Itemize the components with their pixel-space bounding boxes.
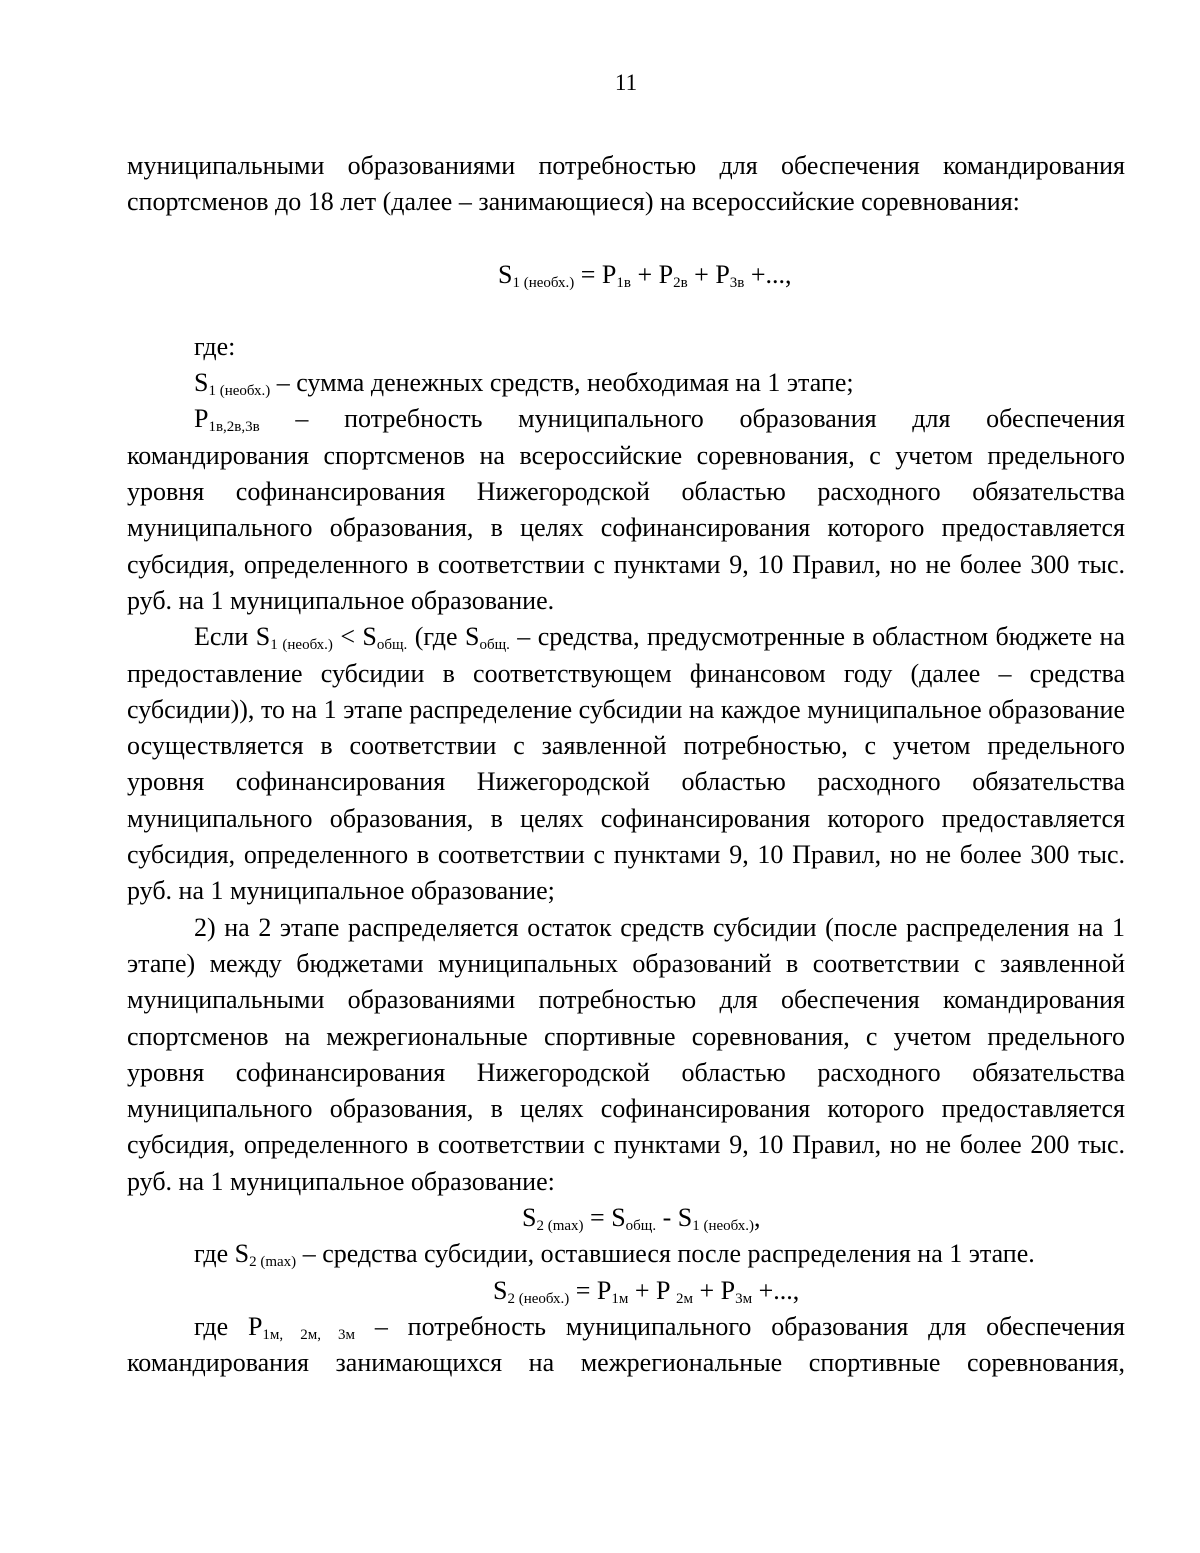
text-part: где P — [194, 1311, 263, 1341]
subscript: 2 — [507, 1290, 515, 1307]
subscript: 2 — [249, 1254, 257, 1271]
subscript: (необх.) — [703, 1218, 754, 1235]
text-part: – средства, предусмотренные в областном бюджете на предоставление субсидии в соответствующем финансовом году (далее – средства субсидии)), то на 1 этапе распределение субсидии на каждое муниципальное образование осуществляется в соответствии с заявленной потребностью, с учетом предельного уровня софинансирования Нижегородской областью расходного обязательства муниципального образования, в целях софинансирования которого предоставляется субсидия, определенного в соответствии с пунктами 9, 10 Правил, но не более 300 тыс. руб. на 1 муниципальное образование; — [127, 622, 1125, 906]
definition-text: – потребность муниципального образования для обеспечения командирования занимающихся на межрегиональные спортивные соревнования, — [127, 1311, 1125, 1378]
subscript: 1 — [692, 1218, 700, 1235]
stage-2-paragraph: 2) на 2 этапе распределяется остаток средств субсидии (после распределения на 1 этапе) между бюджетами муниципальных образований в соответствии с заявленной муниципальными образованиями потребностью для обеспечения командирования спортсменов на межрегиональные спортивные соревнования, с учетом предельного уровня софинансирования Нижегородской областью расходного обязательства муниципального образования, в целях софинансирования которого предоставляется субсидия, определенного в соответствии с пунктами 9, 10 Правил, но не более 200 тыс. руб. на 1 муниципальное образование: — [127, 912, 1125, 1196]
subscript: 1 — [208, 383, 216, 400]
formula-s1 — [127, 257, 1125, 293]
definition-text: – средства субсидии, оставшиеся после распределения на 1 этапе. — [296, 1239, 1035, 1269]
formula-symbol: S — [498, 259, 513, 289]
document-body — [127, 148, 1125, 1382]
formula-part: +..., — [744, 259, 792, 289]
text-part: (где S — [407, 622, 480, 652]
subscript: 3м — [735, 1290, 753, 1307]
subscript: 1в,2в,3в — [208, 419, 260, 436]
subscript: 1 — [512, 274, 520, 291]
formula-symbol: S — [493, 1275, 508, 1305]
subscript: общ. — [625, 1218, 657, 1235]
subscript: (max) — [260, 1254, 297, 1271]
formula-part: = S — [583, 1203, 626, 1233]
formula-s2-max — [127, 1200, 1125, 1236]
formula-part: = P — [569, 1275, 612, 1305]
page-number: 11 — [614, 70, 638, 95]
text-part: Если S — [194, 622, 271, 652]
formula-part: +..., — [752, 1275, 800, 1305]
text-part: где S — [194, 1239, 250, 1269]
s1-definition — [127, 365, 1125, 401]
condition-paragraph — [127, 619, 1125, 909]
subscript: 1м, 2м, 3м — [262, 1326, 356, 1343]
subscript: общ. — [376, 637, 408, 654]
intro-paragraph: муниципальными образованиями потребностью для обеспечения командирования спортсменов до 18 лет (далее – занимающиеся) на всероссийские соревнования: — [127, 151, 1125, 217]
formula-part: , — [753, 1203, 761, 1233]
formula-s2-neobh — [127, 1273, 1125, 1309]
formula-part: = P — [574, 259, 617, 289]
subscript: 1м — [611, 1290, 629, 1307]
subscript: 1в — [616, 274, 631, 291]
subscript: (max) — [547, 1218, 584, 1235]
subscript: 3в — [729, 274, 745, 291]
subscript: 1 — [270, 637, 278, 654]
formula-part: + P — [628, 1275, 677, 1305]
subscript: (необх.) — [518, 1290, 570, 1307]
definition-text: – потребность муниципального образования для обеспечения командирования спортсменов на всероссийские соревнования, с учетом предельного уровня софинансирования Нижегородской областью расходного обязательства муниципального образования, в целях софинансирования которого предоставляется субсидия, определенного в соответствии с пунктами 9, 10 Правил, но не более 300 тыс. руб. на 1 муниципальное образование. — [127, 404, 1125, 615]
definition-text: – сумма денежных средств, необходимая на 1 этапе; — [270, 368, 854, 398]
subscript: 2м — [676, 1290, 694, 1307]
subscript: (необх.) — [282, 637, 333, 654]
formula-symbol: S — [194, 368, 209, 398]
subscript: (необх.) — [219, 383, 271, 400]
text-part: < S — [332, 622, 377, 652]
formula-part: + P — [687, 259, 730, 289]
formula-part: - S — [656, 1203, 693, 1233]
subscript: 2в — [673, 274, 688, 291]
subscript: 2 — [536, 1218, 544, 1235]
p-definition — [127, 401, 1125, 619]
formula-symbol: P — [194, 404, 209, 434]
where-label: где: — [194, 331, 236, 361]
s2-max-definition — [127, 1236, 1125, 1272]
formula-symbol: S — [522, 1203, 537, 1233]
subscript: (необх.) — [523, 274, 575, 291]
formula-part: + P — [693, 1275, 736, 1305]
pm-definition — [127, 1309, 1125, 1382]
subscript: общ. — [479, 637, 510, 654]
formula-part: + P — [630, 259, 674, 289]
